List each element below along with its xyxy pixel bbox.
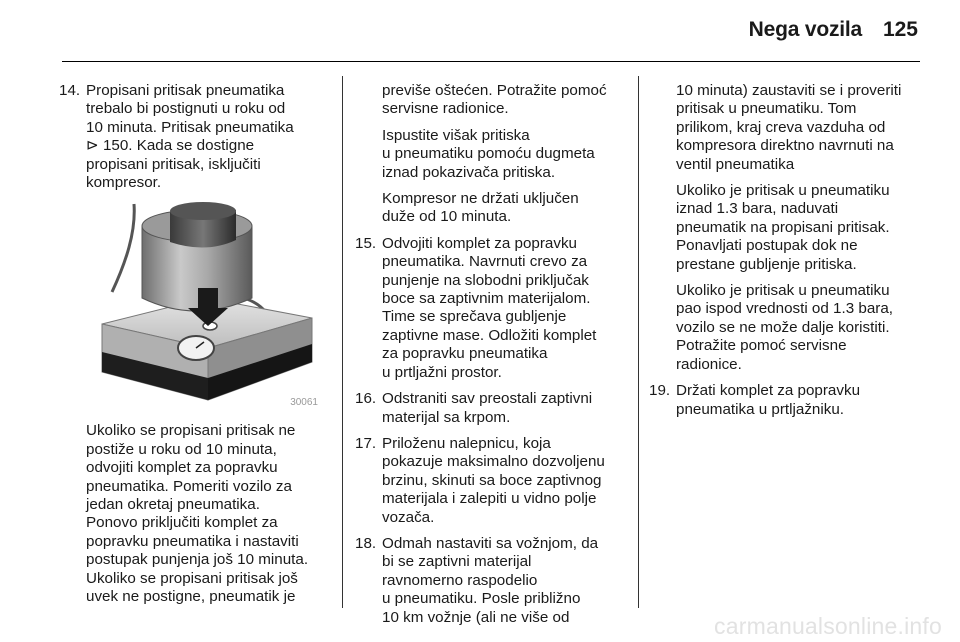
step-19	[649, 382, 924, 419]
text-line: pneumatika. Navrnuti crevo za	[382, 253, 588, 271]
text-line: Potražite pomoć servisne	[676, 337, 847, 355]
text-line: Ukoliko je pritisak u pneumatiku	[676, 282, 890, 300]
text-line: radionice.	[676, 355, 742, 373]
text-line: previše oštećen. Potražite pomoć	[382, 82, 607, 99]
text-line: propisani pritisak, isključiti	[86, 155, 261, 173]
text-line: bi se zaptivni materijal	[382, 553, 532, 571]
text-line: punjenje na slobodni priključak	[382, 271, 589, 289]
paragraph	[358, 82, 630, 119]
text-line: pritisak u pneumatiku. Tom	[676, 100, 857, 118]
step-number: 14.	[59, 82, 81, 99]
text-line: Ponovo priključiti komplet za	[86, 514, 278, 532]
text-line: Odstraniti sav preostali zaptivni	[382, 390, 593, 408]
text-line: u prtljažni prostor.	[382, 363, 502, 381]
step-15	[355, 234, 630, 382]
text-line: Ukoliko se propisani pritisak ne	[86, 422, 296, 440]
step-number: 16.	[355, 390, 377, 408]
paragraph	[358, 127, 630, 182]
text-line: duže od 10 minuta.	[382, 208, 512, 226]
page-reference-link[interactable]: ⊳ 150. Kada se dostigne	[86, 137, 255, 155]
text-line: pneumatika. Pomeriti vozilo za	[86, 477, 292, 495]
text-line: Propisani pritisak pneumatika	[86, 82, 285, 99]
text-line: Ponavljati postupak dok ne	[676, 237, 858, 255]
text-line: Ukoliko se propisani pritisak još	[86, 569, 298, 587]
compressor-drawing	[86, 202, 322, 414]
text-line: uvek ne postigne, pneumatik je	[86, 588, 296, 606]
text-line: prilikom, kraj creva vazduha od	[676, 118, 886, 136]
text-line: ravnomerno raspodelio	[382, 571, 538, 589]
text-line: Kompresor ne držati uključen	[382, 190, 579, 208]
column-divider-2	[638, 76, 639, 608]
figure-caption	[86, 422, 336, 606]
figure-number: 30061	[290, 397, 318, 409]
page-header	[0, 0, 960, 50]
text-line: za popravku pneumatika	[382, 345, 548, 363]
text-line: iznad pokazivača pritiska.	[382, 163, 556, 181]
text-line: postiže u roku od 10 minuta,	[86, 440, 277, 458]
paragraph	[652, 282, 924, 374]
column-2	[355, 82, 630, 635]
step-number: 19.	[649, 382, 671, 400]
step-text	[86, 82, 336, 192]
text-line: Priloženu nalepnicu, koja	[382, 434, 551, 452]
text-line: servisne radionice.	[382, 100, 509, 118]
text-line: trebalo bi postignuti u roku od	[86, 100, 286, 118]
column-divider-1	[342, 76, 343, 608]
text-line: 10 km vožnje (ali ne više od	[382, 608, 570, 626]
paragraph	[652, 82, 924, 174]
step-14	[59, 82, 336, 192]
text-line: kompresor.	[86, 174, 162, 192]
text-line: Ukoliko je pritisak u pneumatiku	[676, 182, 890, 200]
text-line: postupak punjenja još 10 minuta.	[86, 551, 309, 569]
text-line: Ispustite višak pritiska	[382, 126, 530, 144]
step-17	[355, 434, 630, 527]
text-line: ventil pneumatika	[676, 155, 795, 173]
text-line: 10 minuta) zaustaviti se i proveriti	[676, 82, 902, 99]
text-line: materijala i zalepiti u vidno polje	[382, 490, 597, 508]
text-line: kompresora direktno navrnuti na	[676, 137, 894, 155]
text-line: pao ispod vrednosti od 1.3 bara,	[676, 300, 893, 318]
text-line: brzinu, skinuti sa boce zaptivnog	[382, 471, 602, 489]
page-number: 125	[882, 18, 918, 41]
paragraph	[652, 182, 924, 274]
site-watermark: carmanualsonline.info	[714, 613, 942, 639]
column-3	[649, 82, 924, 427]
text-line: popravku pneumatika i nastaviti	[86, 532, 299, 550]
text-line: pokazuje maksimalno dozvoljenu	[382, 453, 605, 471]
step-number: 18.	[355, 534, 377, 552]
column-1	[59, 82, 336, 607]
text-line: vozača.	[382, 508, 435, 526]
text-line: vozilo se ne može dalje koristiti.	[676, 318, 890, 336]
compressor-illustration	[86, 202, 322, 414]
text-line: prestane gubljenje pritiska.	[676, 255, 857, 273]
paragraph	[358, 190, 630, 227]
text-line: 10 minuta. Pritisak pneumatika	[86, 118, 294, 136]
step-18	[355, 534, 630, 627]
text-line: Odvojiti komplet za popravku	[382, 234, 577, 252]
text-line: Držati komplet za popravku	[676, 382, 861, 400]
text-line: u pneumatiku pomoću dugmeta	[382, 145, 595, 163]
step-16	[355, 390, 630, 427]
text-line: pneumatika u prtljažniku.	[676, 400, 844, 418]
text-line: jedan okretaj pneumatika.	[86, 496, 260, 514]
step-number: 17.	[355, 434, 377, 452]
text-line: boce sa zaptivnim materijalom.	[382, 290, 591, 308]
text-line: iznad 1.3 bara, naduvati	[676, 200, 839, 218]
step-number: 15.	[355, 234, 377, 252]
page-title: Nega vozila	[748, 18, 862, 41]
text-line: u pneumatiku. Posle približno	[382, 590, 581, 608]
text-line: pneumatik na propisani pritisak.	[676, 218, 890, 236]
text-line: odvojiti komplet za popravku	[86, 459, 278, 477]
header-divider	[62, 61, 920, 62]
text-line: zaptivne mase. Odložiti komplet	[382, 326, 597, 344]
text-line: materijal sa krpom.	[382, 408, 511, 426]
text-line: Time se sprečava gubljenje	[382, 308, 567, 326]
text-line: Odmah nastaviti sa vožnjom, da	[382, 534, 599, 552]
